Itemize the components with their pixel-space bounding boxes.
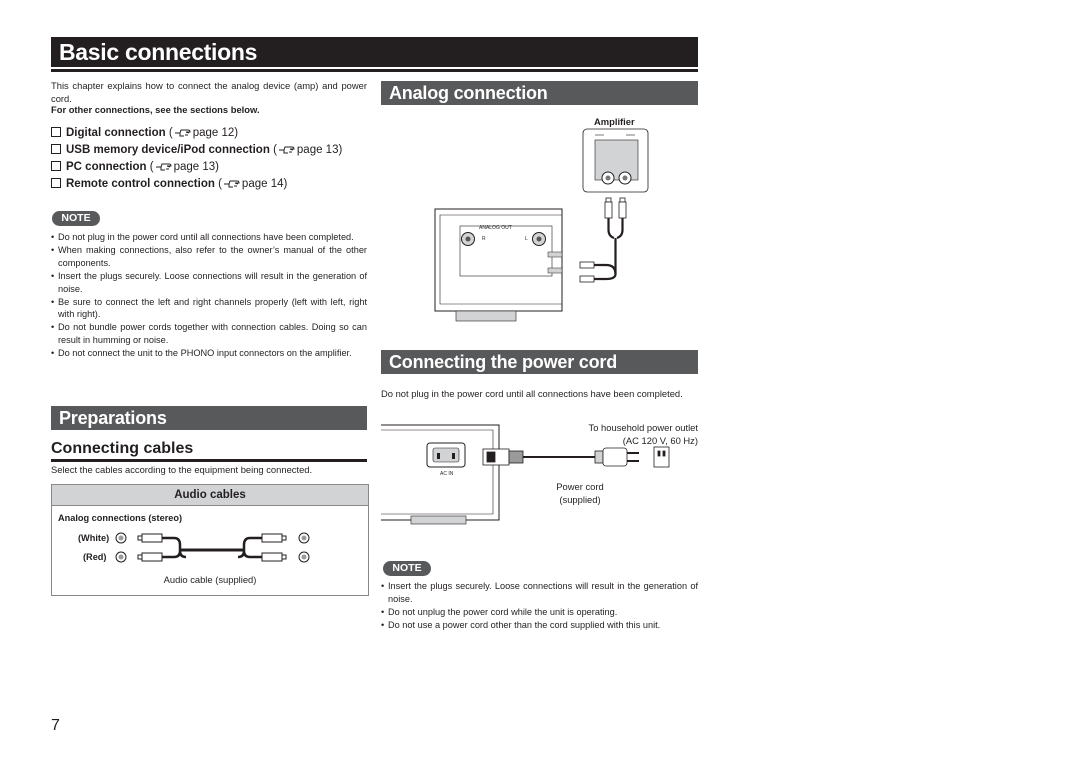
- power-cord-diagram: [381, 422, 681, 526]
- checkbox-icon: [51, 161, 61, 171]
- notes-left: [51, 231, 367, 360]
- link-usb-connection[interactable]: USB memory device/iPod connection ( page 13): [51, 142, 367, 159]
- power-cord-bar: [381, 350, 698, 374]
- amplifier-illustration: [583, 129, 648, 192]
- checkbox-icon: [51, 178, 61, 188]
- note-item: • Do not use a power cord other than the cord supplied with this unit.: [381, 619, 698, 632]
- link-pc-connection[interactable]: PC connection ( page 13): [51, 159, 367, 176]
- page-title: Basic connections: [59, 39, 258, 65]
- note-item: • Be sure to connect the left and right channels properly (left with left, right with right).: [51, 296, 367, 322]
- rca-plug-icon: [138, 534, 286, 561]
- link-digital-connection[interactable]: Digital connection ( page 12): [51, 125, 367, 142]
- ac-in-label: AC IN: [440, 471, 454, 477]
- note-item: • Do not plug in the power cord until all connections have been completed.: [51, 231, 367, 244]
- note-item: • Do not bundle power cords together with connection cables. Doing so can result in humming or noise.: [51, 321, 367, 347]
- rca-plug-icon: [605, 198, 626, 218]
- note-item: • Insert the plugs securely. Loose connections will result in the generation of noise.: [381, 580, 698, 606]
- rca-plug-icon: [580, 262, 594, 282]
- note-item: • When making connections, also refer to the owner’s manual of the other components.: [51, 244, 367, 270]
- preparations-bar: [51, 406, 367, 430]
- notes-right: [381, 580, 698, 632]
- note-badge: NOTE: [383, 561, 431, 576]
- preparations-title: Preparations: [59, 408, 167, 428]
- power-cord-desc: Do not plug in the power cord until all connections have been completed.: [381, 388, 683, 399]
- analog-connection-diagram: [430, 126, 660, 326]
- red-label: (Red): [83, 552, 107, 562]
- subhead-rule: [51, 459, 367, 462]
- wall-plug-icon: [595, 447, 669, 467]
- outlet-spec: (AC 120 V, 60 Hz): [622, 435, 698, 446]
- power-cord-title: Connecting the power cord: [389, 352, 618, 372]
- pointing-hand-icon: [174, 127, 192, 138]
- title-rule: [51, 69, 698, 72]
- audio-cables-title: Audio cables: [52, 485, 368, 506]
- link-remote-control-connection[interactable]: Remote control connection ( page 14): [51, 176, 367, 193]
- analog-connection-bar: [381, 81, 698, 105]
- pointing-hand-icon: [155, 161, 173, 172]
- audio-cable-illustration: [52, 525, 368, 565]
- note-item: • Insert the plugs securely. Loose connections will result in the generation of noise.: [51, 270, 367, 296]
- analog-connections-label: Analog connections (stereo): [58, 513, 183, 523]
- power-cord-label: Power cord: [556, 481, 604, 492]
- audio-cable-caption: Audio cable (supplied): [163, 574, 257, 585]
- analog-out-label: ANALOG OUT: [479, 225, 512, 231]
- l-label: L: [525, 236, 528, 242]
- checkbox-icon: [51, 127, 61, 137]
- connecting-cables-heading: Connecting cables: [51, 440, 194, 457]
- audio-cables-box: [51, 484, 369, 596]
- preparations-desc: Select the cables according to the equipment being connected.: [51, 464, 313, 475]
- analog-connection-title: Analog connection: [389, 83, 548, 103]
- note-item: • Do not connect the unit to the PHONO input connectors on the amplifier.: [51, 347, 367, 360]
- note-item: • Do not unplug the power cord while the unit is operating.: [381, 606, 698, 619]
- outlet-label: To household power outlet: [588, 422, 698, 433]
- pointing-hand-icon: [278, 144, 296, 155]
- intro-text: This chapter explains how to connect the analog device (amp) and power cord.: [51, 80, 367, 104]
- intro-note: For other connections, see the sections below.: [51, 104, 260, 115]
- page-title-bar: [51, 37, 698, 67]
- power-cord-supplied: (supplied): [559, 494, 601, 505]
- power-connector-icon: [483, 449, 523, 465]
- pointing-hand-icon: [223, 178, 241, 189]
- section-links: [51, 125, 367, 193]
- white-label: (White): [78, 533, 110, 543]
- note-badge: NOTE: [52, 211, 100, 226]
- r-label: R: [482, 236, 486, 242]
- amplifier-label: Amplifier: [594, 116, 635, 127]
- page-number: 7: [51, 717, 60, 734]
- checkbox-icon: [51, 144, 61, 154]
